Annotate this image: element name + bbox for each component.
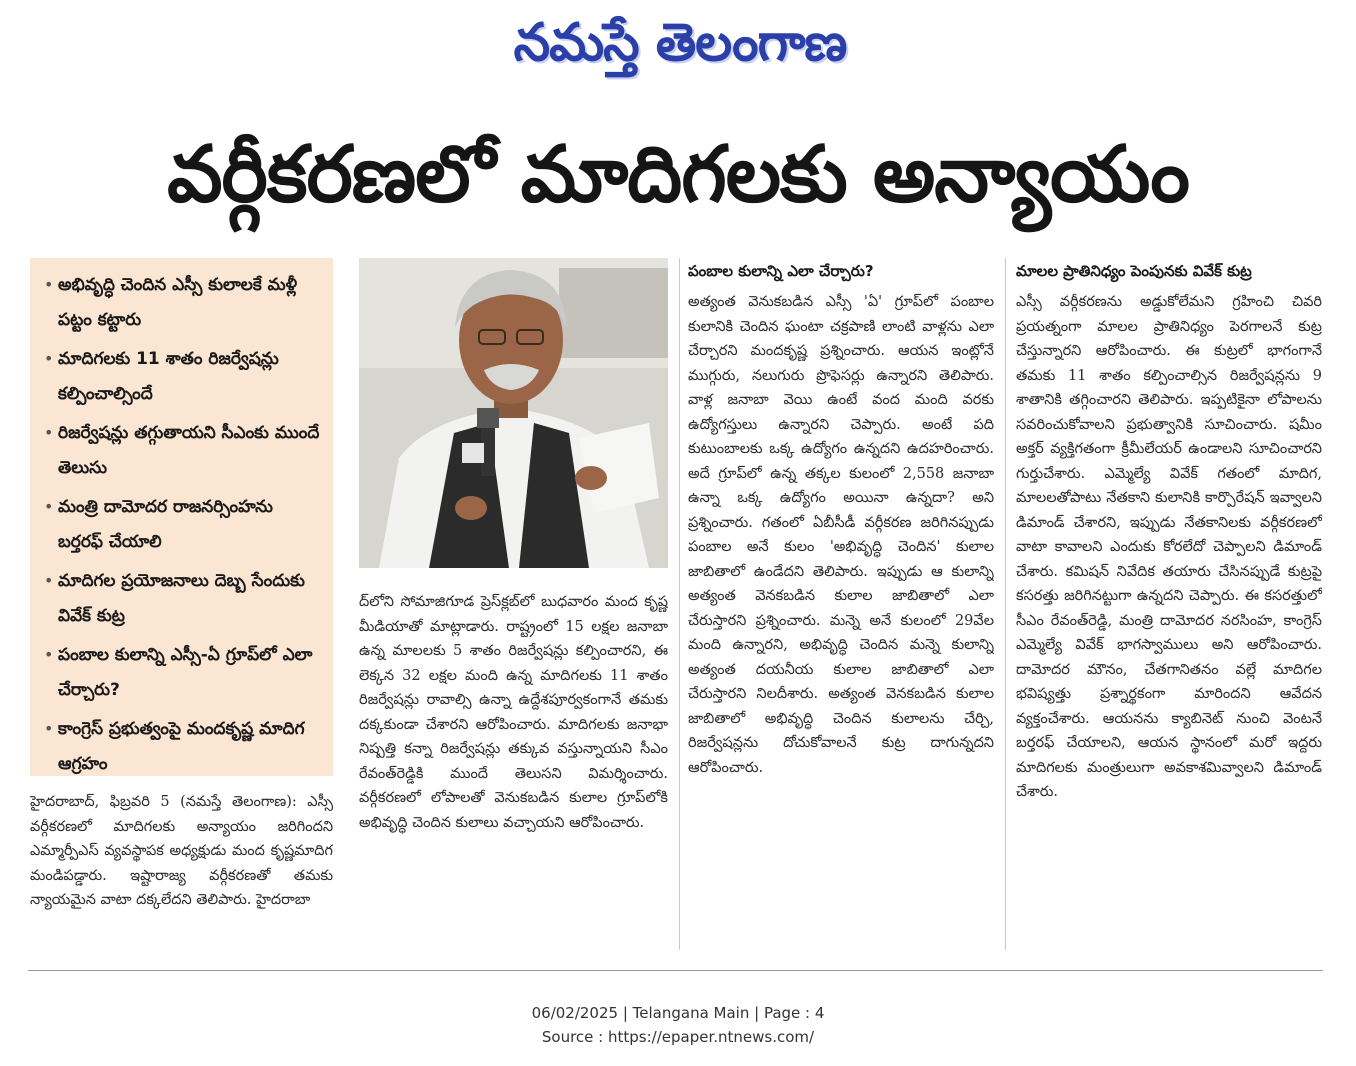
article-column-4 (1016, 290, 1322, 960)
column-divider (679, 258, 680, 950)
column-4-body: ఎస్సీ వర్గీకరణను అడ్డుకోలేమని గ్రహించి చివరి ప్రయత్నంగా మాలల ప్రాతినిధ్యం పెరగాలనే కుట్ర చేస్తున్నారని ఆరోపించారు. ఈ కుట్రలో భాగంగానే తమకు 11 శాతం కల్పించాల్సిన రిజర్వేషన్లను 9 శాతానికి తగ్గించారని తెలిపారు. ఇప్పటికైనా లోపాలను సవరించుకోవాలని ప్రభుత్వానికి సూచించారు. షమీం అక్తర్ వ్యక్తిగతంగా క్రీమీలేయర్ ఉండాలని సూచించారని గుర్తుచేశారు. ఎమ్మెల్యే వివేక్ గతంలో మాదిగ, మాలలతోపాటు నేతకాని కులానికి కార్పొరేషన్ ఇవ్వాలని డిమాండ్ చేశారని, ఇప్పుడు నేతకానిలకు వర్గీకరణలో వాటా కావాలని ఎందుకు కోరలేదో చెప్పాలని డిమాండ్ చేశారు. కమిషన్ నివేదిక తయారు చేసినప్పుడే కుట్రపై కసరత్తు జరిగినట్టుగా ఉన్నదని చెప్పారు. ఈ కసరత్తులో సీఎం రేవంత్‌రెడ్డి, మంత్రి దామోదర నరసింహ, కాంగ్రెస్ ఎమ్మెల్యే వివేక్ భాగస్వాములు అని ఆరోపించారు. దామోదర మౌనం, చేతగానితనం వల్లే మాదిగల భవిష్యత్తు ప్రశ్నార్థకంగా మారిందని ఆవేదన వ్యక్తంచేశారు. ఆయనను క్యాబినెట్ నుంచి వెంటనే బర్తరఫ్ చేయాలని, ఆయన స్థానంలో మరో ఇద్దరు మాదిగలకు మంత్రులుగా అవకాశమివ్వాలని డిమాండ్ చేశారు. (1016, 294, 1322, 800)
highlight-item (40, 342, 323, 412)
section-heading-vivek: మాలల ప్రాతినిధ్యం పెంపునకు వివేక్ కుట్ర (1016, 262, 1252, 280)
masthead-logo: నమస్తే తెలంగాణ (513, 12, 847, 73)
bullet-icon: • (44, 275, 54, 294)
bullet-icon: • (44, 349, 54, 368)
article-column-2 (359, 590, 668, 960)
footer-source-link[interactable]: Source : https://epaper.ntnews.com/ (541, 1028, 815, 1046)
bullet-icon: • (44, 423, 54, 442)
highlights-box (30, 258, 333, 776)
highlight-item (40, 268, 323, 338)
article-column-1 (30, 790, 333, 960)
highlight-item (40, 416, 323, 486)
highlight-text: మంత్రి దామోదర రాజనర్సింహను బర్తరఫ్ చేయాలి (58, 497, 273, 552)
bullet-icon: • (44, 645, 54, 664)
article-column-3 (688, 290, 994, 960)
highlight-text: మాదిగలకు 11 శాతం రిజర్వేషన్లు కల్పించాల్సిందే (58, 349, 279, 404)
section-heading-pambala: పంబాల కులాన్ని ఎలా చేర్చారు? (688, 262, 874, 280)
column-2-body: ద్‌లోని సోమాజిగూడ ప్రెస్‌క్లబ్‌లో బుధవారం మంద కృష్ణ మీడియాతో మాట్లాడారు. రాష్ట్రంలో 15 లక్షల జనాబా ఉన్న మాలలకు 5 శాతం రిజర్వేషన్లు కల్పించారని, ఈ లెక్కన 32 లక్షల మంది ఉన్న మాదిగలకు 11 శాతం రిజర్వేషన్లు రావాల్సి ఉన్నా ఉద్దేశపూర్వకంగానే తమకు దక్కకుండా చేశారని ఆరోపించారు. మాదిగలకు జనాభా నిష్పత్తి కన్నా రిజర్వేషన్లు తక్కువ వస్తున్నాయని సీఎం రేవంత్‌రెడ్డికి ముందే తెలుసని విమర్శించారు. వర్గీకరణలో లోపాలతో వెనుకబడిన కులాల గ్రూప్‌లోకి అభివృద్ధి చెందిన కులాలు వచ్చాయని ఆరోపించారు. (359, 594, 668, 831)
column-3-body: అత్యంత వెనుకబడిన ఎస్సీ 'ఏ' గ్రూప్‌లో పంబాల కులానికి చెందిన ఘంటా చక్రపాణి లాంటి వాళ్లను ఎలా చేర్చారని మందకృష్ణ ప్రశ్నించారు. ఆయన ఇంట్లోనే ముగ్గురు, నలుగురు ప్రొఫెసర్లు ఉన్నారని తెలిపారు. వాళ్ల జనాబా వెయి ఉంటే వంద మంది వరకు ఉద్యోగస్తులు ఉన్నారని చెప్పారు. అంటే పది కుటుంబాలకు ఒక్క ఉద్యోగం ఉన్నదని ఉదహరించారు. అదే గ్రూప్‌లో ఉన్న తక్కల కులంలో 2,558 జనాబా ఉన్నా ఒక్క ఉద్యోగం అయినా ఉన్నదా? అని ప్రశ్నించారు. గతంలో ఏబీసీడీ వర్గీకరణ జరిగినప్పుడు పంబాల అనే కులం 'అభివృద్ధి చెందిన' కులాల జాబితాలో ఉండేదని తెలిపారు. ఇప్పుడు ఆ కులాన్ని అత్యంత వెనకబడిన కులాల జాబితాలో ఎలా చేరుస్తారని ప్రశ్నించారు. మన్నె అనే కులంలో 29వేల మంది ఉన్నారని, అభివృద్ధి చెందిన మన్నె కులాన్ని అత్యంత దయనీయ కులాల జాబితాలో ఎలా చేరుస్తారని నిలదీశారు. అత్యంత వెనకబడిన కులాల జాబితాలో అభివృద్ధి చెందిన కులాలను చేర్చి, రిజర్వేషన్లను దోచుకోవాలనే కుట్ర దాగున్నదని ఆరోపించారు. (688, 294, 994, 776)
bullet-icon: • (44, 497, 54, 516)
footer-divider (28, 970, 1323, 971)
footer-edition-info: 06/02/2025 | Telangana Main | Page : 4 (531, 1004, 825, 1022)
article-headline: వర్గీకరణలో మాదిగలకు అన్యాయం (167, 130, 1189, 220)
column-1-body: హైదరాబాద్, ఫిబ్రవరి 5 (నమస్తే తెలంగాణ): ఎస్సీ వర్గీకరణలో మాదిగలకు అన్యాయం జరిగిందని ఎమ్మార్పీఎస్ వ్యవస్థాపక అధ్యక్షుడు మంద కృష్ణమాదిగ మండిపడ్డారు. ఇష్టారాజ్య వర్గీకరణతో తమకు న్యాయమైన వాటా దక్కలేదని తెలిపారు. హైదరాబా (30, 794, 333, 908)
highlight-item (40, 712, 323, 782)
highlight-item (40, 490, 323, 560)
highlight-text: మాదిగల ప్రయోజనాలు దెబ్బ సేందుకు వివేక్ కుట్ర (58, 571, 305, 626)
speaker-photo (359, 258, 668, 568)
bullet-icon: • (44, 571, 54, 590)
highlight-item (40, 638, 323, 708)
bullet-icon: • (44, 719, 54, 738)
highlight-text: అభివృద్ధి చెందిన ఎస్సీ కులాలకే మళ్లీ పట్టం కట్టారు (58, 275, 298, 330)
speaker-illustration (359, 258, 668, 568)
highlight-text: రిజర్వేషన్లు తగ్గుతాయని సీఎంకు ముందే తెలుసు (58, 423, 320, 478)
highlight-text: పంబాల కులాన్ని ఎస్సీ-ఏ గ్రూప్‌లో ఎలా చేర్చారు? (58, 645, 313, 700)
column-divider (1005, 258, 1006, 950)
highlight-item (40, 564, 323, 634)
highlight-text: కాంగ్రెస్ ప్రభుత్వంపై మందకృష్ణ మాదిగ ఆగ్రహం (58, 719, 305, 774)
